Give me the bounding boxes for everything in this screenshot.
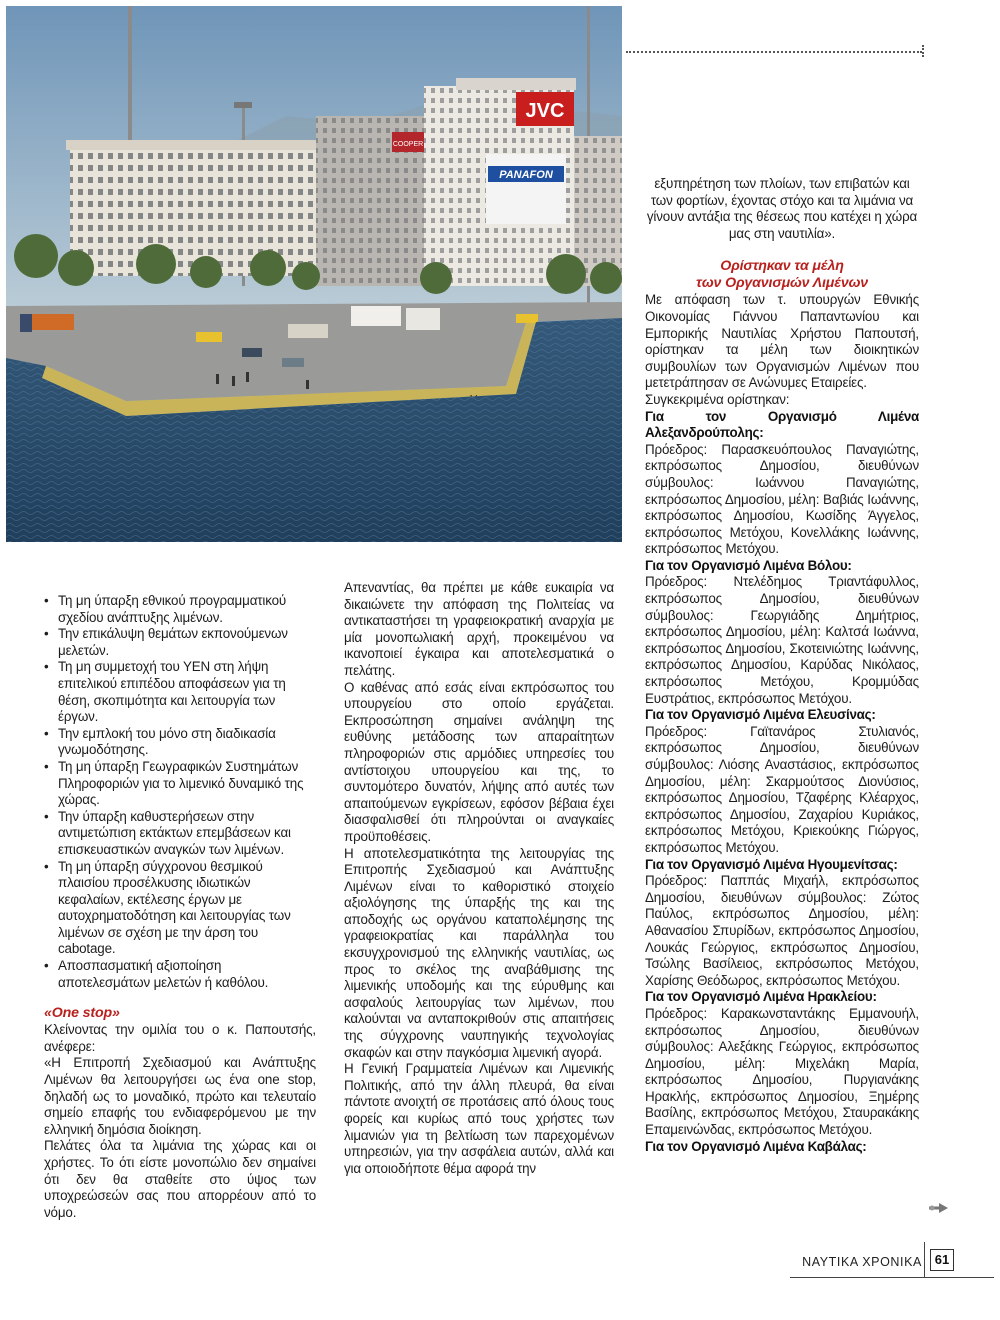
- bullet-item: • Την εμπλοκή του μόνο στη διαδικασία γνωμοδότησης.: [44, 725, 276, 758]
- column-2: [344, 580, 614, 1177]
- bullet-item: • Αποσπασματική αξιοποίηση αποτελεσμάτων μελετών ή καθόλου.: [44, 958, 269, 990]
- org-heading: Για τον Οργανισμό Λιμένα Ελευσίνας:: [645, 707, 876, 723]
- bullet-text: Τη μη συμμετοχή του ΥΕΝ στη λήψη επιτελικού επιπέδου αποφάσεων για τη θέση, σκοπιμότητα και λειτουργία των έργων.: [58, 659, 286, 725]
- bullet-text: Αποσπασματική αξιοποίηση αποτελεσμάτων μελετών ή καθόλου.: [58, 958, 269, 990]
- org-heading: Για τον Οργανισμό Λιμένα Αλεξανδρούπολης:: [645, 408, 919, 441]
- bullet-text: Την επικάλυψη θεμάτων εκπονούμενων μελετών.: [58, 626, 288, 658]
- paragraph: Η αποτελεσματικότητα της λειτουργίας της Επιτροπής Σχεδιασμού και Ανάπτυξης Λιμένων είναι το καθοριστικό στοιχείο αξιολόγησης της ύπαρξής της και της αποδοχής ως οργάνου καταπολέμησης της γραφειοκρατίας και παράλληλα του εκσυγχρονισμού της ελληνικής ναυτιλίας, ως προς το σκέλος της αναβάθμισης της λιμενικής υποδομής και της εύρυθμης και ασφαλούς λειτουργίας των λιμένων, που καλούνται να ανταποκριθούν στις απαιτήσεις της σύγχρονης ναυπηγικής τεχνολογίας σκαφών και στην παγκόσμια λιμενική αγορά.: [344, 845, 614, 1060]
- paragraph: Πελάτες όλα τα λιμάνια της χώρας και οι χρήστες. Το ότι είστε μονοπώλιο δεν σημαίνει ότι δεν θα σταθείτε στο ύψος των υποχρεώσεών σας που απορρέουν από το νόμο.: [44, 1138, 316, 1220]
- continue-arrow-icon: [928, 1202, 950, 1214]
- org-members: Πρόεδρος: Ντελέδημος Τριαντάφυλλος, εκπρόσωπος Δημοσίου, διευθύνων σύμβουλος: Γεωργιάδης Δημήτριος, εκπρόσωπος Δημοσίου, μέλη: Καλτσά Ιωάννα, εκπρόσωπος Δημοσίου, Σκοτεινιώτης Ιωάννης, εκπρόσωπος Δημοσίου, Καρύδας Νικόλαος, εκπρόσωπος Μετόχου, Κρομμύδας Ευστράτιος, εκπρόσωπος Μετόχου.: [645, 574, 919, 706]
- org-members: Πρόεδρος: Καρακωνσταντάκης Εμμανουήλ, εκπρόσωπος Δημοσίου, διευθύνων σύμβουλος: Αλεξάκης Γεώργιος, εκπρόσωπος Δημοσίου, μέλη: Μιχελάκη Μαρία, εκπρόσωπος Δημοσίου, Πυργιανάκης Ηρακλής, εκπρόσωπος Δημοσίου, Ξημέρης Βασίλης, εκπρόσωπος Μετόχου, Σταυρακάκης Επαμεινώνδας, εκπρόσωπος Μετόχου.: [645, 1005, 919, 1138]
- column-3: [645, 176, 919, 1155]
- paragraph: «Η Επιτροπή Σχεδιασμού και Ανάπτυξης Λιμένων θα λειτουργήσει ως ένα one stop, δηλαδή ως το μοναδικό, πρώτο και τελευταίο σημείο επαφής του ενδιαφερόμενου με την ελληνική δημόσια διοίκηση.: [44, 1055, 316, 1137]
- port-photo: [6, 6, 622, 542]
- bullet-item: • Την ύπαρξη καθυστερήσεων στην αντιμετώπιση εκτάκτων επεμβάσεων και επισκευαστικών αναγκών των λιμένων.: [44, 808, 291, 857]
- bullet-text: Την ύπαρξη καθυστερήσεων στην αντιμετώπιση εκτάκτων επεμβάσεων και επισκευαστικών αναγκών των λιμένων.: [58, 808, 291, 857]
- subheading-line: των Οργανισμών Λιμένων: [696, 275, 868, 292]
- bullet-text: Τη μη ύπαρξη Γεωγραφικών Συστημάτων Πληροφοριών για το λιμενικό δυναμικό της χώρας.: [58, 758, 304, 808]
- magazine-title: ΝΑΥΤΙΚΑ ΧΡΟΝΙΚΑ: [802, 1255, 922, 1269]
- org-heading: Για τον Οργανισμό Λιμένα Ηρακλείου:: [645, 989, 877, 1005]
- bullet-text: Τη μη ύπαρξη σύγχρονου θεσμικού πλαισίου προσέλκυσης ιδιωτικών κεφαλαίων, εκτέλεσης έργων με αυτοχρηματοδότηση και λειτουργίας των λιμένων σε σχέση με την άρση του cabotage.: [58, 858, 291, 957]
- page-number: 61: [930, 1249, 954, 1271]
- bullet-text: Τη μη ύπαρξη εθνικού προγραμματικού σχεδίου ανάπτυξης λιμένων.: [58, 593, 287, 625]
- panafon-sign-text: PANAFON: [499, 169, 553, 181]
- org-heading: Για τον Οργανισμό Λιμένα Βόλου:: [645, 557, 852, 573]
- footer-divider: [924, 1242, 925, 1278]
- paragraph: Ο καθένας από εσάς είναι εκπρόσωπος του υπουργείου στο οποίο εργάζεται. Εκπροσώπηση σημαίνει ανάληψη της ευθύνης μετάδοσης των απαραίτητων πληροφοριών στις αρμόδιες υπηρεσίες του αντίστοιχου υπουργείου και της, το συντομότερο δυνατόν, λήψης από αυτές των απαιτούμενων εγκρίσεων, εφόσον βέβαια έχει διασφαλισθεί ότι πληρούνται οι αναγκαίες προϋποθέσεις.: [344, 679, 614, 844]
- paragraph: Με απόφαση των τ. υπουργών Εθνικής Οικονομίας Γιάννου Παπαντωνίου και Εμπορικής Ναυτιλίας Χρήστου Παπουτσή, ορίστηκαν τα μέλη των διοικητικών συμβουλίων των Οργανισμών Λιμένων που μετετράπησαν σε Ανώνυμες Εταιρείες.: [645, 292, 919, 391]
- bullet-item: • Τη μη ύπαρξη Γεωγραφικών Συστημάτων Πληροφοριών για το λιμενικό δυναμικό της χώρας.: [44, 758, 304, 808]
- paragraph: Η Γενική Γραμματεία Λιμένων και Λιμενικής Πολιτικής, από την άλλη πλευρά, θα είναι πάντοτε ανοιχτή σε προτάσεις από όλους τους φορείς και κυρίως από τους χρήστες των λιμανιών για τη βελτίωση των παρεχομένων υπηρεσιών, για την ασφάλεια αυτών, αλλά και για οποιοδήποτε θέμα αφορά την: [344, 1061, 614, 1176]
- org-members: Πρόεδρος: Παππάς Μιχαήλ, εκπρόσωπος Δημοσίου, διευθύνων σύμβουλος: Ζώτος Παύλος, εκπρόσωπος Δημοσίου, μέλη: Αθανασίου Σπυρίδων, εκπρόσωπος Δημοσίου, Λουκάς Γεώργιος, εκπρόσωπος Δημοσίου, Τσώλης Βασίλειος, εκπρόσωπος Μετόχου, Χαρίσης Θεόδωρος, εκπρόσωπος Μετόχου.: [645, 873, 919, 988]
- paragraph: Συγκεκριμένα ορίστηκαν:: [645, 391, 790, 407]
- org-heading: Για τον Οργανισμό Λιμένα Καβάλας:: [645, 1138, 867, 1154]
- bullet-item: • Τη μη ύπαρξη εθνικού προγραμματικού σχεδίου ανάπτυξης λιμένων.: [44, 593, 287, 625]
- bullet-text: Την εμπλοκή του μόνο στη διαδικασία γνωμοδότησης.: [58, 725, 276, 758]
- jvc-sign-text: JVC: [525, 100, 565, 122]
- decorative-dotted-rule-end: [922, 45, 924, 57]
- decorative-dotted-rule: [626, 51, 922, 53]
- bullet-item: • Τη μη συμμετοχή του ΥΕΝ στη λήψη επιτελικού επιπέδου αποφάσεων για τη θέση, σκοπιμότητα και λειτουργία των έργων.: [44, 659, 286, 725]
- org-members: Πρόεδρος: Παρασκευόπουλος Παναγιώτης, εκπρόσωπος Δημοσίου, διευθύνων σύμβουλος: Ιωάννου Παναγιώτης, εκπρόσωπος Δημοσίου, μέλη: Βαβιάς Ιωάννης, εκπρόσωπος Δημοσίου, Κωσίδης Άγγελος, εκπρόσωπος Μετόχου, Κονελλάκης Ιωάννης, εκπρόσωπος Μετόχου.: [645, 441, 919, 557]
- paragraph: εξυπηρέτηση των πλοίων, των επιβατών και των φορτίων, έχοντας στόχο και τα λιμάνια να γίνουν αντάξια της θέσεως που κατέχει η χώρα μας στη ναυτιλία».: [646, 176, 918, 241]
- footer-rule: [790, 1277, 994, 1278]
- subheading-members: [645, 258, 919, 292]
- org-heading: Για τον Οργανισμό Λιμένα Ηγουμενίτσας:: [645, 856, 898, 872]
- panafon-billboard: [486, 154, 566, 224]
- column-1: [44, 593, 316, 1221]
- bullet-item: • Την επικάλυψη θεμάτων εκπονούμενων μελετών.: [44, 626, 288, 658]
- paragraph: Κλείνοντας την ομιλία του ο κ. Παπουτσής, ανέφερε:: [44, 1022, 316, 1054]
- subheading-line: Ορίστηκαν τα μέλη: [720, 258, 844, 275]
- port-photo-illustration: [6, 6, 622, 542]
- bullet-item: • Τη μη ύπαρξη σύγχρονου θεσμικού πλαισίου προσέλκυσης ιδιωτικών κεφαλαίων, εκτέλεσης έργων με αυτοχρηματοδότηση και λειτουργίας των λιμένων σε σχέση με την άρση του cabotage.: [44, 858, 291, 957]
- subheading-one-stop: «One stop»: [44, 1005, 120, 1022]
- cooper-sign-text: COOPER: [392, 141, 424, 148]
- paragraph: Απεναντίας, θα πρέπει με κάθε ευκαιρία να δικαιώνετε την απόφαση της Πολιτείας να αντικαταστήσει τη γραφειοκρατική αναρχία με μία μονοπωλιακή αρχή, προκειμένου να ικανοποιεί έγκαιρα και αποτελεσματικά ο πελάτης.: [344, 580, 614, 678]
- org-members: Πρόεδρος: Γαϊτανάρος Στυλιανός, εκπρόσωπος Δημοσίου, διευθύνων σύμβουλος: Λιόσης Αναστάσιος, εκπρόσωπος Δημοσίου, μέλη: Σκαρμούτσος Διονύσιος, εκπρόσωπος Δημοσίου, Τζαφέρης Κλέαρχος, εκπρόσωπος Δημοσίου, Ζαχαρίου Κυριάκος, εκπρόσωπος Μετόχου, Κριεκούκης Γιώργος, εκπρόσωπος Μετόχου.: [645, 723, 919, 855]
